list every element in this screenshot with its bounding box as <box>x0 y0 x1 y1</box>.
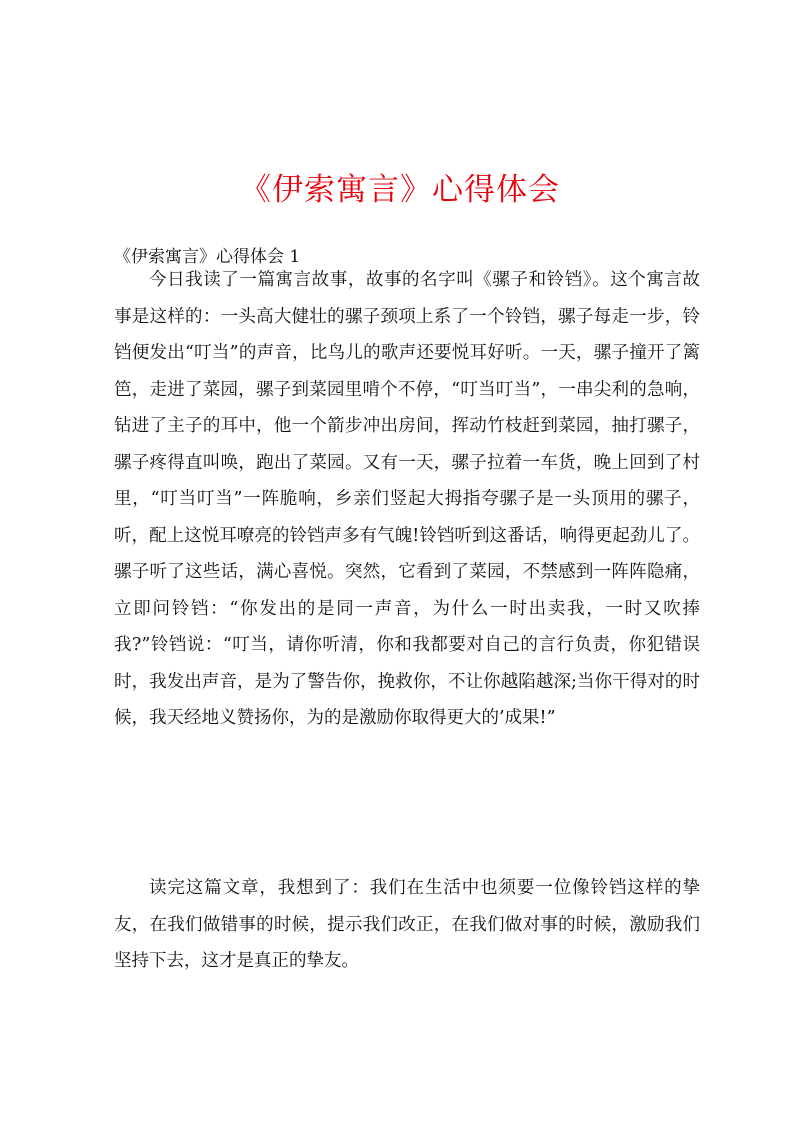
section-heading: 《伊索寓言》心得体会 1 <box>114 247 301 267</box>
body-paragraph-1: 今日我读了一篇寓言故事，故事的名字叫《骡子和铃铛》。这个寓言故事是这样的：一头高大健壮的骡子颈项上系了一个铃铛，骡子每走一步，铃铛便发出“叮当”的声音，比鸟儿的歌声还要悦耳好听。一天，骡子撞开了篱笆，走进了菜园，骡子到菜园里啃个不停，“叮当叮当”，一串尖利的急响，钻进了主子的耳中，他一个箭步冲出房间，挥动竹枝赶到菜园，抽打骡子，骡子疼得直叫唤，跑出了菜园。又有一天，骡子拉着一车货，晚上回到了村里，“叮当叮当”一阵脆响，乡亲们竖起大拇指夸骡子是一头顶用的骡子，听，配上这悦耳嘹亮的铃铛声多有气魄!铃铛听到这番话，响得更起劲儿了。骡子听了这些话，满心喜悦。突然，它看到了菜园，不禁感到一阵阵隐痛，立即问铃铛：“你发出的是同一声音，为什么一时出卖我，一时又吹捧我?”铃铛说：“叮当，请你听清，你和我都要对自己的言行负责，你犯错误时，我发出声音，是为了警告你，挽救你，不让你越陷越深;当你干得对的时候，我天经地义赞扬你，为的是激励你取得更大的’成果!” <box>114 270 700 728</box>
page-title: 《伊索寓言》心得体会 <box>240 172 560 208</box>
body-paragraph-2: 读完这篇文章，我想到了：我们在生活中也须要一位像铃铛这样的挚友，在我们做错事的时候，提示我们改正，在我们做对事的时候，激励我们坚持下去，这才是真正的挚友。 <box>114 878 700 971</box>
